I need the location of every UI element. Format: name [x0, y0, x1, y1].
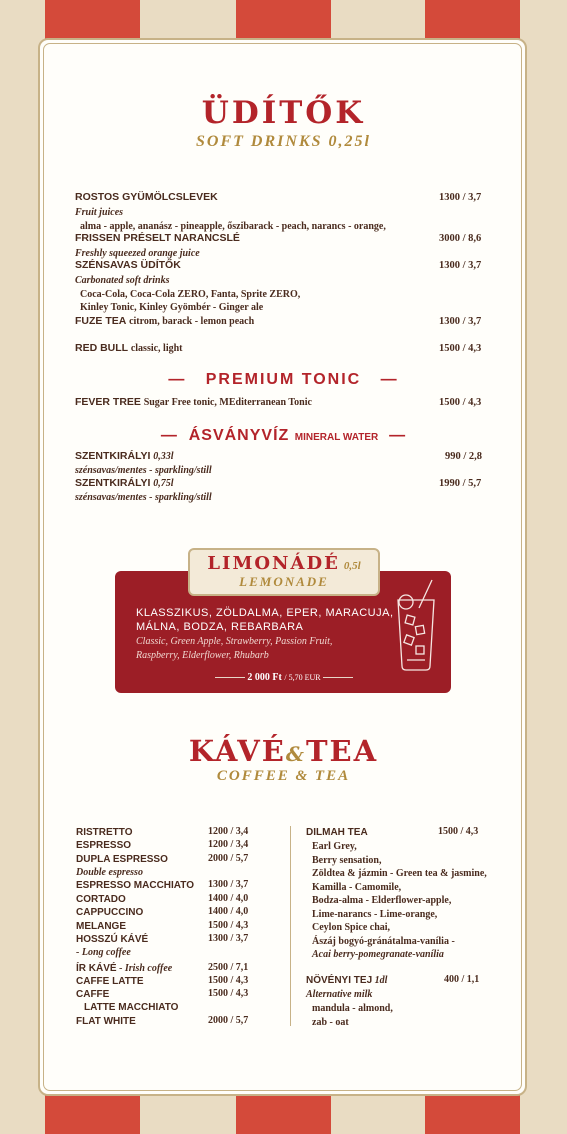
tea-flavor: Ceylon Spice chai,: [312, 922, 391, 933]
lemonade-glass-icon: [392, 578, 442, 674]
item-name: DUPLA ESPRESSO: [76, 854, 168, 865]
item-detail: Kinley Tonic, Kinley Gyömbér - Ginger ale: [80, 302, 264, 313]
item-price: 3000 / 8,6: [439, 233, 482, 244]
coffee-item: [76, 893, 126, 906]
coffee-item: [76, 826, 132, 839]
item-name: CAFFE LATTE: [76, 976, 144, 987]
dash-left: —: [168, 371, 206, 388]
item-desc: Freshly squeezed orange juice: [75, 248, 200, 259]
item-name: MELANGE: [76, 921, 126, 932]
item-price: 1200 / 3,4: [208, 826, 249, 837]
item-price: 2000 / 5,7: [208, 853, 249, 864]
item-name: SZENTKIRÁLYI: [75, 450, 151, 462]
item-desc: szénsavas/mentes - sparkling/still: [75, 465, 212, 476]
item-price: 1500 / 4,3: [439, 343, 482, 354]
soft-drinks-subtitle: SOFT DRINKS 0,25l: [196, 133, 371, 150]
lemonade-price: 2 000 Ft: [247, 672, 282, 683]
menu-item: [75, 259, 491, 272]
mineral-water-heading: [0, 427, 567, 445]
item-name: SZENTKIRÁLYI: [75, 477, 151, 489]
menu-item: [75, 191, 491, 204]
item-price: 1300 / 3,7: [208, 879, 249, 890]
menu-item: [75, 396, 491, 409]
item-name: ESPRESSO MACCHIATO: [76, 880, 194, 891]
tea-flavor: Earl Grey,: [312, 841, 357, 852]
coffee-item: [76, 853, 168, 866]
item-name: CAFFE: [76, 989, 110, 1000]
coffee-item: [76, 906, 143, 919]
coffee-item: [76, 839, 131, 852]
premium-tonic-heading: [0, 371, 567, 389]
tea-item: [306, 826, 368, 839]
item-desc: Fruit juices: [75, 207, 124, 218]
coffee-tea-subtitle: COFFEE & TEA: [216, 768, 351, 784]
item-price: 1990 / 5,7: [439, 478, 482, 489]
item-price: 2000 / 5,7: [208, 1015, 249, 1026]
dash-right: —: [378, 427, 407, 444]
tea-title: TEA: [305, 734, 379, 768]
divider: [215, 677, 245, 678]
item-desc: szénsavas/mentes - sparkling/still: [75, 492, 212, 503]
item-extra: - Irish coffee: [119, 963, 173, 974]
coffee-tea-title: [0, 734, 567, 768]
lemonade-flavors-en: Raspberry, Elderflower, Rhubarb: [136, 650, 269, 661]
item-price: 2500 / 7,1: [208, 962, 249, 973]
mineral-water-title-en: MINERAL WATER: [294, 432, 379, 443]
coffee-item: [76, 933, 148, 946]
item-name: ÍR KÁVÉ: [76, 963, 117, 974]
tea-flavor: Ászáj bogyó-gránátalma-vanília -: [312, 935, 455, 947]
coffee-item: [76, 975, 144, 988]
premium-tonic-title: PREMIUM TONIC: [205, 371, 362, 388]
item-price: 400 / 1,1: [444, 974, 480, 985]
item-extra: citrom, barack - lemon peach: [129, 316, 255, 327]
item-name: CAPPUCCINO: [76, 907, 144, 918]
item-price: 1500 / 4,3: [208, 975, 249, 986]
item-name: FEVER TREE: [75, 396, 141, 408]
lemonade-flavors-hu: KLASSZIKUS, ZÖLDALMA, EPER, MARACUJA,: [136, 607, 394, 619]
item-extra: Sugar Free tonic, MEditerranean Tonic: [143, 397, 312, 408]
menu-item: [75, 232, 491, 245]
coffee-title: KÁVÉ: [188, 734, 286, 768]
tea-flavor: Berry sensation,: [312, 854, 382, 866]
tea-flavor: Bodza-alma - Elderflower-apple,: [312, 895, 452, 906]
soft-drinks-title: ÜDÍTŐK: [201, 95, 366, 131]
item-price: 1400 / 4,0: [208, 893, 249, 904]
item-desc: Alternative milk: [306, 989, 373, 1000]
item-price: 990 / 2,8: [445, 451, 483, 462]
item-price: 1300 / 3,7: [439, 260, 482, 271]
item-price: 1500 / 4,3: [439, 397, 482, 408]
menu-item: [75, 342, 491, 355]
lemonade-title-line: [188, 553, 380, 574]
coffee-item: [76, 962, 172, 975]
item-price: 1300 / 3,7: [208, 933, 249, 944]
item-name: FRISSEN PRÉSELT NARANCSLÉ: [75, 232, 240, 244]
item-price: 1400 / 4,0: [208, 906, 249, 917]
lemonade-flavors-hu: MÁLNA, BODZA, REBARBARA: [136, 621, 304, 633]
menu-item: [75, 315, 491, 328]
coffee-item: [76, 1015, 136, 1028]
menu-item: [75, 477, 491, 490]
tea-flavor: Lime-narancs - Lime-orange,: [312, 908, 438, 920]
item-extra: classic, light: [130, 343, 183, 354]
lemonade-price-eur: / 5,70 EUR: [284, 673, 321, 682]
item-name: SZÉNSAVAS ÜDÍTŐK: [75, 259, 181, 271]
item-name-line2: LATTE MACCHIATO: [84, 1002, 179, 1013]
tea-flavor: Kamilla - Camomile,: [312, 881, 402, 893]
item-name: RED BULL: [75, 342, 129, 354]
item-detail: alma - apple, ananász - pineapple, őszibarack - peach, narancs - orange,: [80, 221, 386, 232]
item-price: 1500 / 4,3: [438, 826, 479, 837]
item-name: ESPRESSO: [76, 840, 132, 851]
coffee-item: [76, 879, 194, 892]
divider: [323, 677, 353, 678]
tea-flavor: Zöldtea & jázmin - Green tea & jasmine,: [312, 868, 487, 879]
milk-item: [306, 974, 387, 987]
lemonade-size: 0,5l: [343, 560, 361, 572]
coffee-item: [76, 988, 109, 1001]
column-divider: [290, 826, 291, 1026]
item-name: FLAT WHITE: [76, 1016, 136, 1027]
item-name: FUZE TEA: [75, 315, 127, 327]
lemonade-flavors-en: Classic, Green Apple, Strawberry, Passion Fruit,: [136, 636, 333, 647]
item-size: 0,33l: [153, 451, 174, 462]
item-name: ROSTOS GYÜMÖLCSLEVEK: [75, 191, 218, 203]
item-price: 1200 / 3,4: [208, 839, 249, 850]
milk-option: zab - oat: [312, 1016, 349, 1028]
mineral-water-title: ÁSVÁNYVÍZ: [188, 427, 290, 444]
item-name: NÖVÉNYI TEJ: [306, 975, 373, 986]
milk-option: mandula - almond,: [312, 1003, 393, 1014]
item-name: RISTRETTO: [76, 827, 133, 838]
item-size: 1dl: [374, 975, 388, 986]
ampersand: &: [285, 742, 306, 766]
lemonade-title-en: LEMONADE: [239, 574, 329, 589]
dash-left: —: [160, 427, 189, 444]
item-detail: Coca-Cola, Coca-Cola ZERO, Fanta, Sprite ZERO,: [80, 289, 301, 300]
item-name: HOSSZÚ KÁVÉ: [76, 934, 149, 945]
item-name: CORTADO: [76, 894, 126, 905]
item-desc: - Long coffee: [76, 947, 131, 958]
item-desc: Double espresso: [76, 867, 143, 878]
item-price: 1300 / 3,7: [439, 192, 482, 203]
dash-right: —: [361, 371, 399, 388]
item-desc: Carbonated soft drinks: [75, 275, 170, 286]
lemonade-price-line: [200, 672, 368, 683]
item-price: 1300 / 3,7: [439, 316, 482, 327]
lemonade-title: LIMONÁDÉ: [207, 553, 340, 574]
item-size: 0,75l: [153, 478, 174, 489]
menu-item: [75, 450, 491, 463]
item-name: DILMAH TEA: [306, 827, 368, 838]
tea-flavor: Acai berry-pomegranate-vanília: [312, 949, 444, 960]
item-price: 1500 / 4,3: [208, 988, 249, 999]
item-price: 1500 / 4,3: [208, 920, 249, 931]
coffee-item: [76, 920, 126, 933]
